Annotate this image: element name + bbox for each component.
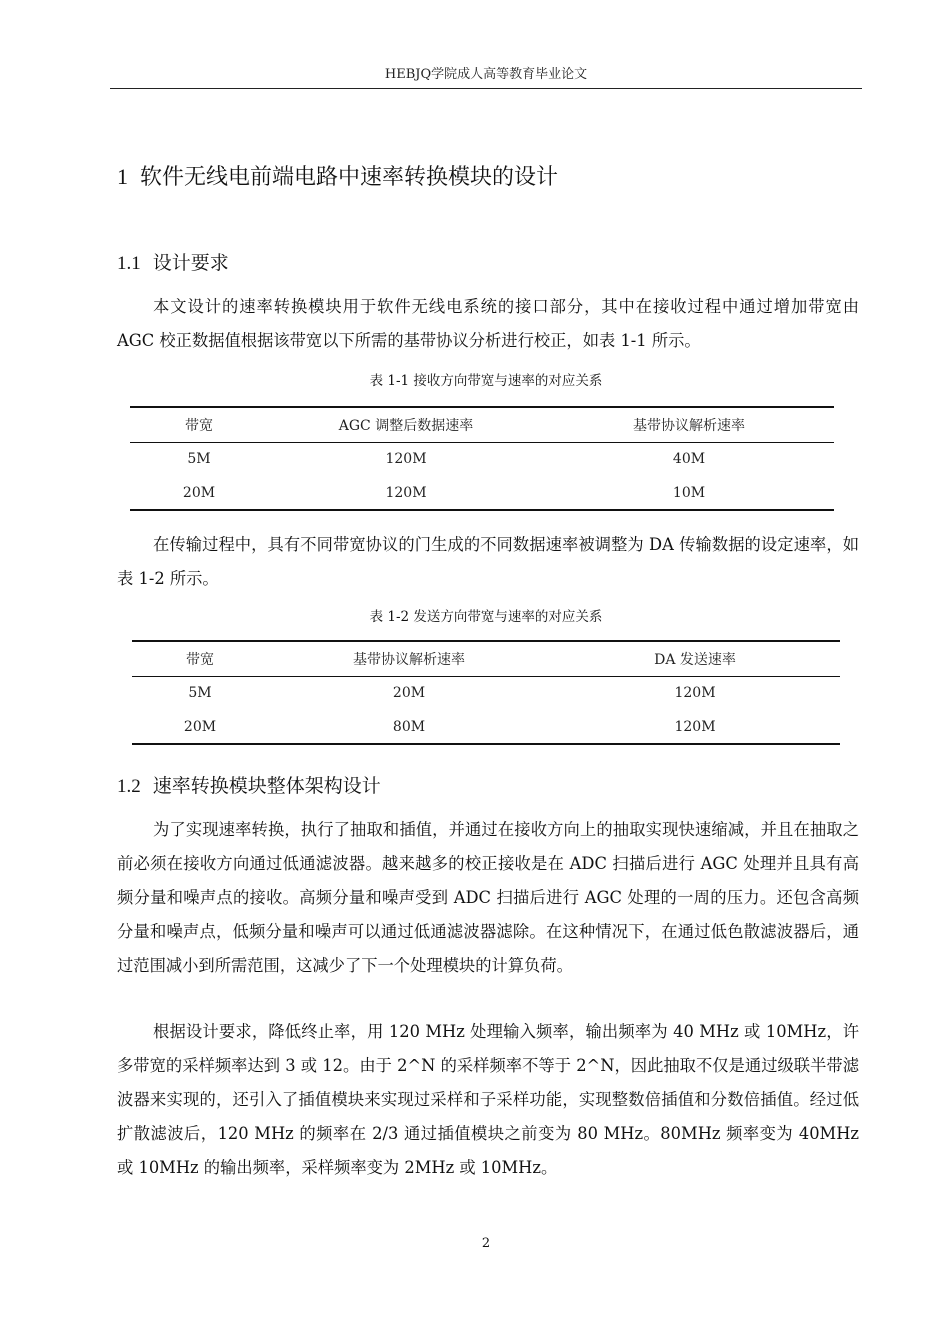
table-row <box>132 676 840 710</box>
table-caption: 表 1-2 发送方向带宽与速率的对应关系 <box>369 609 603 625</box>
table-cell: 5M <box>187 451 211 468</box>
data-table-1-1 <box>130 406 834 511</box>
paragraph: 本文设计的速率转换模块用于软件无线电系统的接口部分，其中在接收过程中通过增加带宽由 AGC 校正数据值根据该带宽以下所需的基带协议分析进行校正，如表 1-1 所示。 <box>117 297 859 350</box>
paragraph: 根据设计要求，降低终止率，用 120 MHz 处理输入频率，输出频率为 40 MHz 或 10MHz，许多带宽的采样频率达到 3 或 12。由于 2^N 的采样频率不等于 2^N，因此抽取不仅是通过级联半带滤波器来实现的，还引入了插值模块来实现过采样和子采样功能，实现整数倍插值和分数倍插值。经过低扩散滤波后，120 MHz 的频率在 2/3 通过插值模块之前变为 80 MHz。80MHz 频率变为 40MHz 或 10MHz 的输出频率，采样频率变为 2MHz 或 10MHz。 <box>117 1022 859 1177</box>
column-header: DA 发送速率 <box>550 641 840 676</box>
header-rule <box>110 88 862 89</box>
chapter-number: 1 <box>117 164 128 189</box>
table-row <box>130 476 834 510</box>
table-cell: 120M <box>550 710 840 744</box>
table-cell: 120M <box>385 451 427 468</box>
table-cell: 120M <box>674 685 716 702</box>
section-number: 1.2 <box>117 776 141 797</box>
chapter-title: 软件无线电前端电路中速率转换模块的设计 <box>140 165 559 190</box>
page-number: 2 <box>481 1236 491 1251</box>
chapter-heading <box>117 160 558 195</box>
table-cell: 20M <box>130 476 268 510</box>
data-table-1-2 <box>132 640 840 745</box>
table-header-row <box>130 407 834 442</box>
table-cell: 10M <box>544 476 834 510</box>
column-header: 基带协议解析速率 <box>544 407 834 442</box>
column-header: 带宽 <box>130 407 268 442</box>
table-header-row <box>132 641 840 676</box>
table-cell: 5M <box>188 685 212 702</box>
table-row <box>132 710 840 744</box>
column-header: 基带协议解析速率 <box>268 641 550 676</box>
paragraph: 为了实现速率转换，执行了抽取和插值，并通过在接收方向上的抽取实现快速缩减，并且在抽取之前必须在接收方向通过低通滤波器。越来越多的校正接收是在 ADC 扫描后进行 AGC 处理并且具有高频分量和噪声点的接收。高频分量和噪声受到 ADC 扫描后进行 AGC 处理的一周的压力。还包含高频分量和噪声点，低频分量和噪声可以通过低通滤波器滤除。在这种情况下，在通过低色散滤波器后，通过范围减小到所需范围，这减少了下一个处理模块的计算负荷。 <box>117 820 859 975</box>
running-header: HEBJQ学院成人高等教育毕业论文 <box>384 67 588 82</box>
section-heading-1-2 <box>117 771 381 802</box>
table-cell: 120M <box>268 476 544 510</box>
table-cell: 20M <box>392 685 426 702</box>
table-caption: 表 1-1 接收方向带宽与速率的对应关系 <box>369 373 603 389</box>
section-title: 速率转换模块整体架构设计 <box>152 775 381 797</box>
table-cell: 40M <box>672 451 706 468</box>
table-cell: 20M <box>132 710 268 744</box>
column-header: 带宽 <box>132 641 268 676</box>
paragraph: 在传输过程中，具有不同带宽协议的门生成的不同数据速率被调整为 DA 传输数据的设定速率，如表 1-2 所示。 <box>117 535 859 588</box>
table-cell: 80M <box>268 710 550 744</box>
column-header: AGC 调整后数据速率 <box>268 407 544 442</box>
section-title: 设计要求 <box>152 252 229 274</box>
section-number: 1.1 <box>117 253 141 274</box>
table-row <box>130 442 834 476</box>
section-heading-1-1 <box>117 248 229 279</box>
